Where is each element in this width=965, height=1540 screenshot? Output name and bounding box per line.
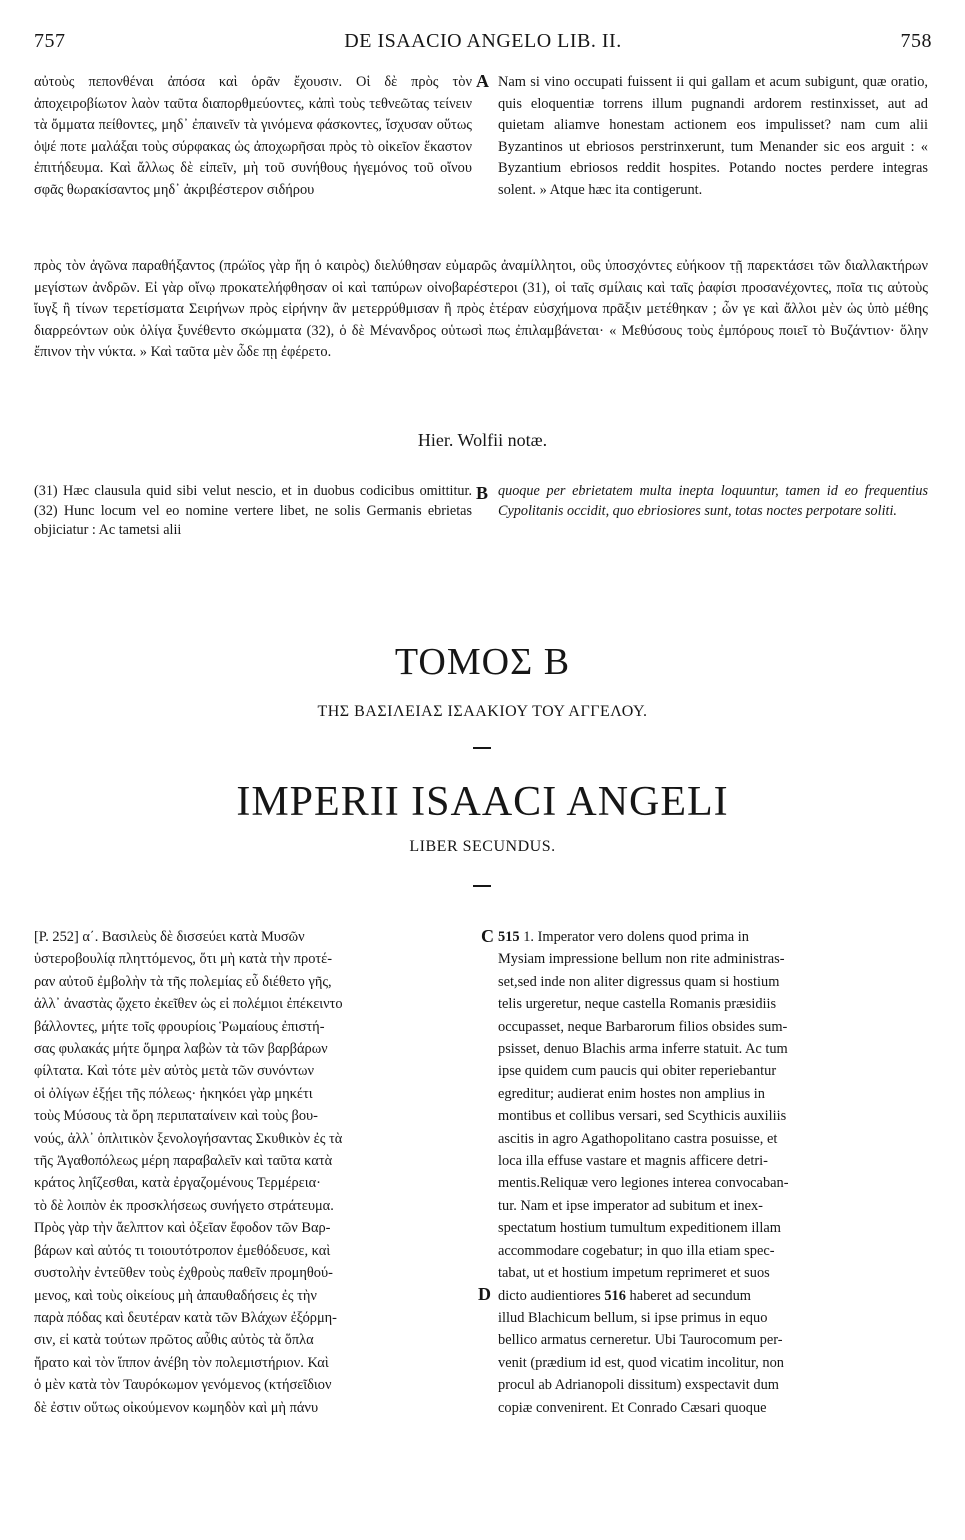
text-line: βάλλοντες, μήτε τοῖς φρουρίοις Ῥωμαίους ἐπιστή-: [34, 1018, 325, 1035]
text-line: [P. 252] α΄. Βασιλεὺς δὲ δισσεύει κατὰ Μυσῶν: [34, 929, 305, 945]
text-line: παρὰ πόδας καὶ δευτέραν κατὰ τῶν Βλάχων ἐξόρμη-: [34, 1309, 337, 1326]
margin-marker-c: C: [481, 926, 494, 946]
section-divider: [473, 885, 491, 887]
latin-paragraph-top: Nam si vino occupati fuissent ii qui gallam et acum subigunt, quæ oratio, quis eloquentiæ torrens illum pugnandi ardorem restinxisset, aut ad quietam aliamve honestam actionem eos impulisset? nam cum alii Byzantinos ut ebriosos perstrinxerunt, tum Menander sic eos arguit : « Byzantium ebriosos reddit hospites. Potando noctes perdere integras solent. » Atque hæc ita contigerunt.: [498, 74, 928, 198]
text-line: montibus et collibus versari, sed Scythicis auxiliis: [498, 1108, 787, 1125]
running-title: DE ISAACIO ANGELO LIB. II.: [344, 30, 622, 52]
text-line: οἱ ὀλίγων ἐξῄει τῆς πόλεως· ἠκηκόει γὰρ μηκέτι: [34, 1085, 313, 1102]
text-line: ὑστεροβουλίᾳ πληττόμενος, ὅτι μὴ κατὰ τὴν προτέ-: [34, 951, 333, 968]
text-line: tur. Nam et ipse imperator ad subitum et inex-: [498, 1197, 763, 1214]
text-line: νούς, ἀλλ᾽ ὁπλιτικὸν ξενολογήσαντας Σκυθικὸν ἐς τὰ: [34, 1130, 343, 1147]
text-line: φίλτατα. Καὶ τότε μὲν αὐτὸς μετὰ τῶν συνόντων: [34, 1063, 314, 1080]
text-line: egreditur; audierat enim hostes non amplius in: [498, 1085, 765, 1102]
latin-column-main: [498, 926, 928, 1419]
page-number-left: 757: [34, 30, 66, 52]
text-line: spectatum hostium tumultum expeditionem illam: [498, 1220, 781, 1237]
text-line: τοὺς Μύσους τὰ ὄρη περιπαταίνειν καὶ τοὺς βου-: [34, 1108, 318, 1125]
running-header: [34, 30, 932, 56]
column-number-516: 516: [604, 1287, 630, 1304]
text-line: procul ab Adrianopoli dissitum) exspectavit dum: [498, 1377, 779, 1394]
title-divider: [473, 747, 491, 749]
text-line: venit (prædium id est, quod vicatim incolitur, non: [498, 1354, 784, 1371]
text-line: telis urgeretur, neque castella Romanis præsidiis: [498, 996, 777, 1013]
text-line: ascitis in agro Agathopolitano castra posuisse, et: [498, 1130, 778, 1147]
greek-paragraph-top: αὐτοὺς πεπονθέναι ἀπόσα καὶ ὁρᾶν ἔχουσιν. Οἱ δὲ πρὸς τὸν ἀποχειροβίωτον λαὸν ταῦτα διαπορθμεύοντες, κἀπὶ τοὺς τεθνεῶτας τείνειν τὰ ὄμματα πείθοντες, μηδ᾽ ἐπαινεῖν τὰ γινόμενα φάσκοντες, ἴσχυσαν οὕτως ὀψέ ποτε μαλάξαι τοὺς σύρφακας ὡς ἀποχωρῆσαι πρὸς τὸ οἰκεῖον ἕκαστον ἐπιτήδευμα. Καὶ ἄλλως δὲ εἰπεῖν, μὴ τοῦ συνήθους ἡγεμόνος τοῦ οἴνου σφᾶς θωρακίσαντος μηδ᾽ ἀκριβέστερον σιδήρου: [34, 74, 472, 198]
latin-book-title: IMPERII ISAACI ANGELI: [236, 779, 729, 825]
greek-column-top: [34, 72, 472, 202]
text-line: ὁ μὲν κατὰ τὸν Ταυρόκωμον γενόμενος (κτήσεῖδιον: [34, 1377, 332, 1394]
text-line: τῆς Ἀγαθοπόλεως μέρη παραβαλεῖν καὶ ταῦτα κατὰ: [34, 1153, 333, 1170]
text-line: μενος, καὶ τοὺς οἰκείους μὴ ἀπαυθαδήσεις ἐς τὴν: [34, 1287, 317, 1304]
text-line: bellico armatus cerneretur. Ubi Taurocomum per-: [498, 1332, 783, 1349]
text-line: σας φυλακάς μήτε ὅμηρα λαβὼν τὰ τῶν βαρβάρων: [34, 1041, 328, 1058]
margin-marker-a: A: [476, 71, 489, 91]
text-line: συστολὴν ἐντεῦθεν τοὺς ἐχθροὺς παθεῖν προμηθού-: [34, 1265, 333, 1282]
greek-column-main: [34, 926, 472, 1419]
text-line: ἤρατο καὶ τὸν ἵππον ἀνέβη τὸν πολεμιστήριον. Καὶ: [34, 1354, 329, 1371]
text-line: Mysiam impressione bellum non rite administras-: [498, 951, 785, 968]
text-line: tabat, ut et hostium impetum reprimeret et suos: [498, 1265, 770, 1282]
text-line: ipse quidem cum paucis qui obiter reperiebantur: [498, 1063, 777, 1080]
text-line: illud Blachicum bellum, si ipse primus in equo: [498, 1309, 768, 1326]
page-number-right: 758: [900, 30, 932, 52]
text-line: βάρων καὶ αὐτός τι τοιουτότροπον ἐμεθόδευσε, καὶ: [34, 1242, 331, 1259]
margin-marker-b: B: [476, 483, 489, 503]
text-line: accommodare cogebatur; in quo illa etiam spec-: [498, 1242, 775, 1259]
note-left: (31) Hæc clausula quid sibi velut nescio, et in duobus codicibus omittitur. (32) Hunc locum vel eo nomine vertere libet, ne solis Germanis ebrietas objiciatur : Ac tametsi alii: [34, 483, 472, 539]
latin-book-subtitle: LIBER SECUNDUS.: [409, 838, 556, 855]
text-line: σιν, εἰ κατὰ τούτων πρῶτος αὖθις αὐτὸς τὰ ὅπλα: [34, 1332, 314, 1349]
latin-column-top: [498, 72, 928, 202]
greek-book-subtitle: ΤΗΣ ΒΑΣΙΛΕΙΑΣ ΙΣΑΑΚΙΟΥ ΤΟΥ ΑΓΓΕΛΟΥ.: [317, 703, 648, 720]
text-line: τὸ δὲ λοιπὸν ἐκ προσκλήσεως συνήγετο στράτευμα.: [34, 1197, 334, 1214]
text-line: occupasset, neque Barbarorum filios obsides sum-: [498, 1018, 788, 1035]
text-line: dicto audientiores 516 haberet ad secundum: [498, 1287, 751, 1304]
text-line: psisset, denuo Blachis arma inferre statuit. Ac tum: [498, 1041, 788, 1058]
text-line: δὲ ἐστιν οὕτως οἰκούμενον κωμηδὸν καὶ μὴ πάνυ: [34, 1399, 319, 1416]
text-line: mentis.Reliquæ vero legiones interea convocaban-: [498, 1175, 789, 1192]
text-line: ραν αὐτοῦ ἐμβολὴν τὰ τῆς πολεμίας εὖ διέθετο γῆς,: [34, 973, 332, 990]
text-line: κράτος ληΐζεσθαι, κατὰ ἐργαζομένους Τερμέρεια·: [34, 1175, 321, 1192]
note-right: quoque per ebrietatem multa inepta loquuntur, tamen id eo frequentius Cypolitanis occidit, quo ebriosiores sunt, totas noctes perpotare soliti.: [498, 483, 928, 519]
margin-marker-d: D: [478, 1284, 491, 1304]
notes-heading: Hier. Wolfii notæ.: [417, 430, 548, 450]
greek-tome-title: ΤΟΜΟΣ Β: [394, 641, 571, 683]
text-line: 515 1. Imperator vero dolens quod prima in: [498, 929, 749, 945]
greek-fullwidth-paragraph: πρὸς τὸν ἀγῶνα παραθήξαντος (πρώϊος γὰρ ἤη ὁ καιρὸς) διελύθησαν εὐμαρῶς ἀναμίλλητοι, οὓς ὑποσχόντες εὐήκοον τῇ παρεκτάσει τῶν διαλλακτήρων μεγίστων ἀνδρῶν. Εἰ γὰρ οἴνῳ προκατελήφθησαν οἱ καὶ ταπύρων οἰνοβαρέστεροι (31), οἱ ταῖς σμίλαις καὶ ταῖς ῥαφίσι προσανέχοντες, ποῖα τις αὐτοὺς ἴυγξ ἢ τίνων τερετίσματα Σειρήνων πρὸς εἰρήνην ἂν μετερρύθμισαν ἢ πρὸς ἑτέραν εὐσχήμονα πρᾶξιν μετέθηκαν ; ὧν γε καὶ ἄλλοι μὲν ὡς ὑπὸ μέθης διαρρεόντων οὐκ ὀλίγα ξυνέθεντο σκώμματα (32), ὁ δὲ Μένανδρος οὑτωσὶ πως ἐπιλαμβάνεται· « Μεθύσους τοὺς ἐμπόρους ποιεῖ τὸ Βυζάντιον· ὅλην ἔπινον τὴν νύκτα. » Καὶ ταῦτα μὲν ὧδε πῃ ἐφέρετο.: [34, 258, 928, 361]
text-line: copiæ convenirent. Et Conrado Cæsari quoque: [498, 1399, 767, 1416]
text-line: ἀλλ᾽ ἀναστὰς ᾤχετο ἐκεῖθεν ὡς εἰ πολέμιοι ἐπέκειντο: [34, 996, 343, 1013]
text-line: set,sed inde non aliter digressus quam si hostium: [498, 973, 780, 990]
text-line: Πρὸς γὰρ τὴν ἄελπτον καὶ ὀξεῖαν ἔφοδον τῶν Βαρ-: [34, 1220, 331, 1237]
text-line: loca illa effuse vastare et magnis afficere detri-: [498, 1153, 768, 1170]
column-number-515: 515: [498, 929, 524, 945]
